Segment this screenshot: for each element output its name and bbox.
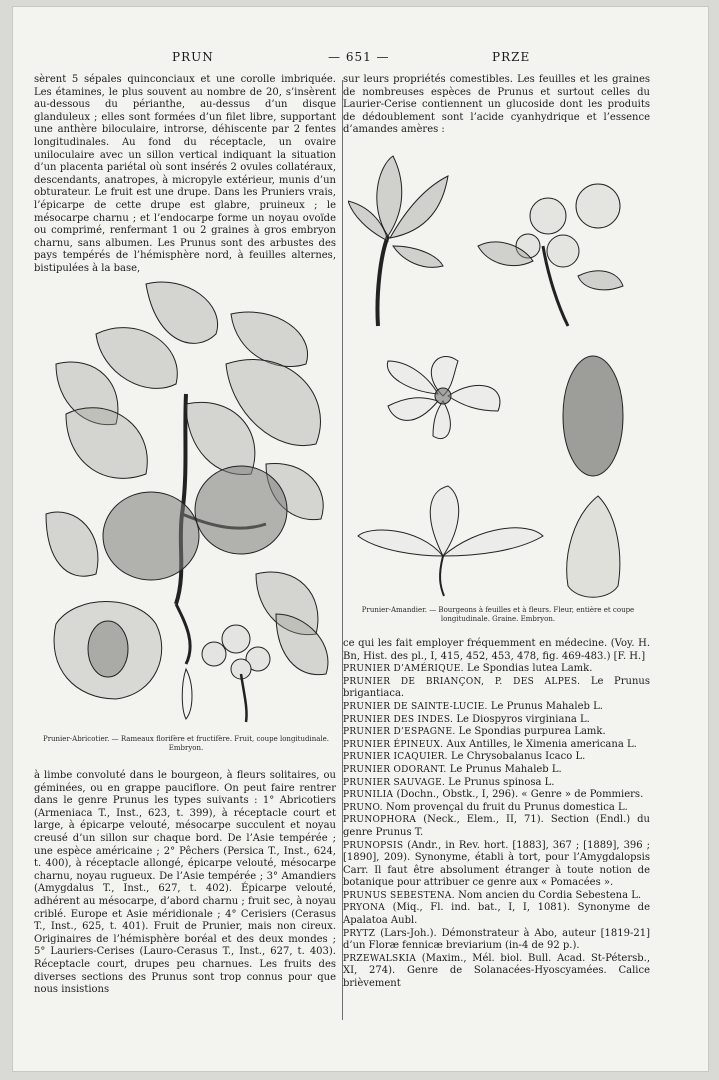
dictionary-entry	[343, 764, 650, 777]
dictionary-entry	[343, 902, 650, 927]
dictionary-entry	[343, 802, 650, 815]
entry-term: PRYONA	[343, 903, 386, 914]
entry-term: PRUNUS SEBESTENA.	[343, 890, 455, 901]
entry-term: PRUNOPSIS	[343, 840, 404, 851]
dictionary-entry	[343, 789, 650, 802]
entry-term: PRUNIER DE SAINTE-LUCIE.	[343, 701, 488, 712]
entry-term: PRUNIER DE BRIANÇON, P. DES ALPES.	[343, 676, 581, 687]
entry-definition: Nom provençal du fruit du Prunus domestica L.	[382, 801, 628, 813]
entry-definition: Le Prunus spinosa L.	[445, 776, 555, 788]
book-page	[12, 6, 709, 1072]
entry-term: PRUNIER D’ESPAGNE.	[343, 727, 456, 738]
paragraph: sèrent 5 sépales quinconciaux et une corolle imbriquée. Les étamines, le plus souvent au nombre de 20, s’insèrent au-dessous du périanthe, au-dessus d’un disque glanduleux ; elles sont formées d’un filet libre, supportant une anthère biloculaire, introrse, déhiscente par 2 fentes longitudinales. Au fond du réceptacle, un ovaire uniloculaire avec un sillon vertical indiquant la situation d’un placenta pariétal où sont insérés 2 ovules collatéraux, descendants, anatropes, à micropyle extérieur, munis d’un obturateur. Le fruit est une drupe. Dans les Pruniers vrais, l’épicarpe de cette drupe est glabre, pruineux ; le mésocarpe charnu ; et l’endocarpe forme un noyau ovoïde ou comprimé, renfermant 1 ou 2 graines à gros embryon charnu, sans albumen. Les Prunus sont des arbustes des pays tempérés de l’hémisphère nord, à feuilles alternes, bistipulées à la base,	[34, 74, 336, 274]
dictionary-entry	[343, 701, 650, 714]
dictionary-entry	[343, 726, 650, 739]
entry-definition: Le Spondias lutea Lamk.	[463, 663, 593, 675]
entry-definition: (Andr., in Rev. hort. [1883], 367 ; [1889], 396 ; [1890], 209). Synonyme, établi à tort, pour l’Amygdalopsis Carr. Il faut être absolument étranger à toute notion de botanique pour attribuer ce genre aux « Pomacées ».	[343, 839, 650, 889]
dictionary-entry	[343, 714, 650, 727]
apricot-branch-engraving	[36, 274, 336, 724]
entry-definition: (Neck., Elem., II, 71). Section (Endl.) du genre Prunus T.	[343, 814, 650, 838]
entry-term: PRUNIER D’AMÉRIQUE.	[343, 664, 464, 675]
page-number: — 651 —	[328, 50, 390, 64]
entry-definition: (Miq., Fl. ind. bat., I, I, 1081). Synonyme de Apalatoa Aubl.	[343, 902, 650, 927]
entry-term: PRUNILIA	[343, 790, 394, 801]
dictionary-entry	[343, 676, 650, 701]
entry-definition: (Maxim., Mél. biol. Bull. Acad. St-Pétersb., XI, 274). Genre de Solanacées-Hyoscyamées. Calice brièvement	[343, 952, 650, 990]
left-column-top-text	[34, 74, 336, 276]
entry-term: PRUNO.	[343, 802, 383, 813]
entry-definition: Le Chrysobalanus Icaco L.	[447, 751, 586, 763]
running-head-left: PRUN	[172, 50, 214, 64]
right-column-top-text	[343, 74, 650, 137]
dictionary-entry	[343, 928, 650, 953]
entry-definition: Le Prunus brigantiaca.	[343, 675, 650, 700]
entry-term: PRUNIER SAUVAGE.	[343, 777, 446, 788]
entry-term: PRUNIER DES INDES.	[343, 714, 454, 725]
figure-caption-apricot: Prunier-Abricotier. — Rameaux florifère et fructifère. Fruit, coupe longitudinale. Embryon.	[42, 735, 329, 752]
paragraph: ce qui les fait employer fréquemment en médecine. (Voy. H. Bn, Hist. des pl., I, 415, 452, 453, 478, fig. 469-483.) [F. H.]	[343, 638, 650, 662]
entry-definition: Le Spondias purpurea Lamk.	[455, 726, 606, 738]
dictionary-entry	[343, 751, 650, 764]
entry-term: PRYTZ	[343, 928, 376, 939]
almond-engraving	[348, 146, 648, 601]
dictionary-entry	[343, 777, 650, 790]
dictionary-entry	[343, 840, 650, 890]
left-column-bottom-text	[34, 770, 336, 997]
entry-definition: (Dochn., Obstk., I, 296). « Genre » de Pommiers.	[393, 789, 644, 801]
entry-definition: Nom ancien du Cordia Sebestena L.	[454, 889, 642, 901]
entry-term: PRUNIER ÉPINEUX.	[343, 739, 444, 750]
figure-caption-almond: Prunier-Amandier. — Bourgeons à feuilles et à fleurs. Fleur, entière et coupe longitudinale. Graine. Embryon.	[361, 606, 635, 623]
entry-definition: Le Prunus Mahaleb L.	[487, 700, 603, 712]
right-column-bottom-text	[343, 638, 650, 991]
entry-definition: Le Diospyros virginiana L.	[453, 713, 590, 725]
running-head-right: PRZE	[492, 50, 531, 64]
dictionary-entry	[343, 663, 650, 676]
entry-term: PRUNOPHORA	[343, 815, 417, 826]
entry-term: PRZEWALSKIA	[343, 953, 417, 964]
entry-definition: Aux Antilles, le Ximenia americana L.	[443, 738, 637, 750]
dictionary-entries	[343, 663, 650, 990]
paragraph: sur leurs propriétés comestibles. Les feuilles et les graines de nombreuses espèces de Prunus et surtout celles du Laurier-Cerise contiennent un glucoside dont les produits de dédoublement sont l’acide cyanhydrique et l’essence d’amandes amères :	[343, 74, 650, 136]
dictionary-entry	[343, 953, 650, 991]
paragraph: à limbe convoluté dans le bourgeon, à fleurs solitaires, ou géminées, ou en grappe pauciflore. On peut faire rentrer dans le genre Prunus les types suivants : 1° Abricotiers (Armeniaca T., Inst., 623, t. 399), à réceptacle court et large, à épicarpe velouté, mésocarpe succulent et noyau creusé d’un sillon sur chaque bord. De l’Asie tempérée ; une espèce américaine ; 2° Pêchers (Persica T., Inst., 624, t. 400), à réceptacle allongé, épicarpe velouté, mésocarpe charnu, noyau rugueux. De l’Asie tempérée ; 3° Amandiers (Amygdalus T., Inst., 627, t. 402). Épicarpe velouté, adhérent au mésocarpe, d’abord charnu ; fruit sec, à noyau criblé. Europe et Asie méridionale ; 4° Cerisiers (Cerasus T., Inst., 625, t. 401). Fruit de Prunier, mais non cireux. Originaires de l’hémisphère boréal et des deux mondes ; 5° Lauriers-Cerises (Lauro-Cerasus T., Inst., 627, t. 403). Réceptacle court, drupes peu charnues. Les fruits des diverses sections des Prunus sont trop connus pour que nous insistions	[34, 770, 336, 996]
dictionary-entry	[343, 890, 650, 903]
entry-definition: (Lars-Joh.). Démonstrateur à Abo, auteur [1819-21] d’un Floræ fennicæ breviarium (in-4 de 92 p.).	[343, 927, 650, 952]
entry-term: PRUNIER ICAQUIER.	[343, 752, 448, 763]
dictionary-entry	[343, 739, 650, 752]
entry-term: PRUNIER ODORANT.	[343, 764, 447, 775]
entry-definition: Le Prunus Mahaleb L.	[446, 763, 562, 775]
dictionary-entry	[343, 814, 650, 839]
